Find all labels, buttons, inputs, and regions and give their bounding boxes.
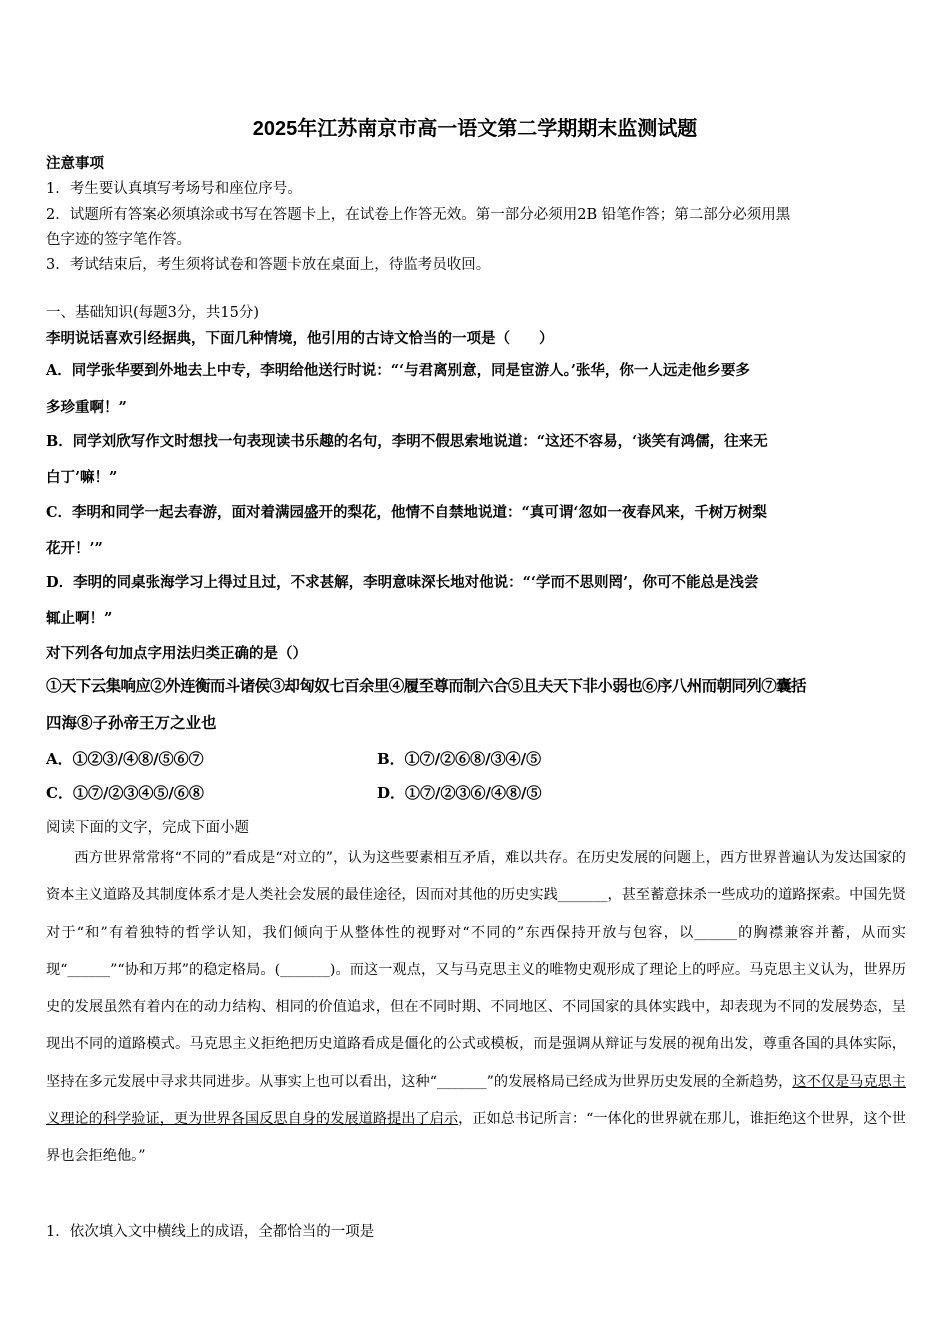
reading-question-1-stem: 1．依次填入文中横线上的成语，全都恰当的一项是 [46, 1224, 375, 1240]
notice-item-3: 3．考试结束后，考生须将试卷和答题卡放在桌面上，待监考员收回。 [46, 257, 491, 273]
q1-option-d-cont: 辄止啊！” [46, 610, 113, 627]
q2-options-row-1 [46, 748, 906, 769]
q2-sentences-line-1: ①天下云集响应②外连衡而斗诸侯③却匈奴七百余里④履至尊而制六合⑤且夫天下非小弱也⑥序八州而朝同列⑦囊括 [46, 676, 806, 695]
question-2-stem: 对下列各句加点字用法归类正确的是（） [46, 645, 307, 662]
q1-option-a-cont: 多珍重啊！” [46, 399, 127, 416]
q1-option-b-cont: 白丁’嘛！” [46, 469, 118, 486]
notice-item-1: 1．考生要认真填写考场号和座位序号。 [46, 181, 302, 197]
q2-option-a: A．①②③/④⑧/⑤⑥⑦ [46, 750, 204, 768]
q1-option-b: B．同学刘欣写作文时想找一句表现读书乐趣的名句，李明不假思索地说道：“这还不容易，‘谈笑有鸿儒，往来无 [46, 433, 768, 450]
reading-passage [46, 840, 906, 1176]
passage-text-end: ，正如总书记所言：“一体化的世界就在那儿，谁拒绝这个世界，这个世界也会拒绝他。” [46, 1111, 906, 1165]
q1-option-a: A．同学张华要到外地去上中专，李明给他送行时说：“‘与君离别意，同是宦游人。’张华，你一人远走他乡要多 [46, 362, 750, 379]
q1-option-d: D．李明的同桌张海学习上得过且过，不求甚解，李明意味深长地对他说：“‘学而不思则罔’，你可不能总是浅尝 [46, 574, 759, 591]
q1-option-c-cont: 花开！’” [46, 540, 103, 557]
q2-option-b: B．①⑦/②⑥⑧/③④/⑤ [377, 750, 542, 768]
q1-option-c: C．李明和同学一起去春游，面对着满园盛开的梨花，他情不自禁地说道：“真可谓‘忽如一夜春风来，千树万树梨 [46, 504, 767, 521]
section-1-heading: 一、基础知识(每题3分，共15分) [46, 305, 259, 321]
notice-heading: 注意事项 [46, 155, 104, 172]
q2-option-c: C．①⑦/②③④⑤/⑥⑧ [46, 784, 204, 802]
passage-underlined-sentence: 这不仅是马克思主义理论的科学验证，更为世界各国反思自身的发展道路提出了启示 [46, 1073, 906, 1128]
page-title: 2025年江苏南京市高一语文第二学期期末监测试题 [252, 118, 698, 140]
reading-intro: 阅读下面的文字，完成下面小题 [46, 820, 249, 836]
passage-text: 西方世界常常将“不同的”看成是“对立的”，认为这些要素相互矛盾，难以共存。在历史发展的问题上，西方世界普遍认为发达国家的资本主义道路及其制度体系才是人类社会发展的最佳途径，因而对其他的历史实践_______，甚至蓄意抹杀一些成功的道路探索。中国先贤对于“和”有着独特的哲学认知，我们倾向于从整体性的视野对“不同的”东西保持开放与包容，以______的胸襟兼容并蓄，从而实现“______”“协和万邦”的稳定格局。(_______)。而这一观点，又与马克思主义的唯物史观形成了理论上的呼应。马克思主义认为，世界历史的发展虽然有着内在的动力结构、相同的价值追求，但在不同时期、不同地区、不同国家的具体实践中，却表现为不同的发展势态，呈现出不同的道路模式。马克思主义拒绝把历史道路看成是僵化的公式或模板，而是强调从辩证与发展的视角出发，尊重各国的具体实际，坚持在多元发展中寻求共同进步。从事实上也可以看出，这种“_______”的发展格局已经成为世界历史发展的全新趋势， [46, 850, 906, 1090]
q2-options-row-2 [46, 782, 906, 803]
q2-sentences-line-2: 四海⑧子孙帝王万之业也 [46, 713, 217, 732]
q2-option-d: D．①⑦/②③⑥/④⑧/⑤ [377, 784, 542, 802]
notice-item-2-cont: 色字迹的签字笔作答。 [46, 232, 191, 248]
question-1-stem: 李明说话喜欢引经据典，下面几种情境，他引用的古诗文恰当的一项是（ ） [46, 330, 554, 347]
notice-item-2: 2．试题所有答案必须填涂或书写在答题卡上，在试卷上作答无效。第一部分必须用2B 铅笔作答；第二部分必须用黑 [46, 207, 791, 223]
